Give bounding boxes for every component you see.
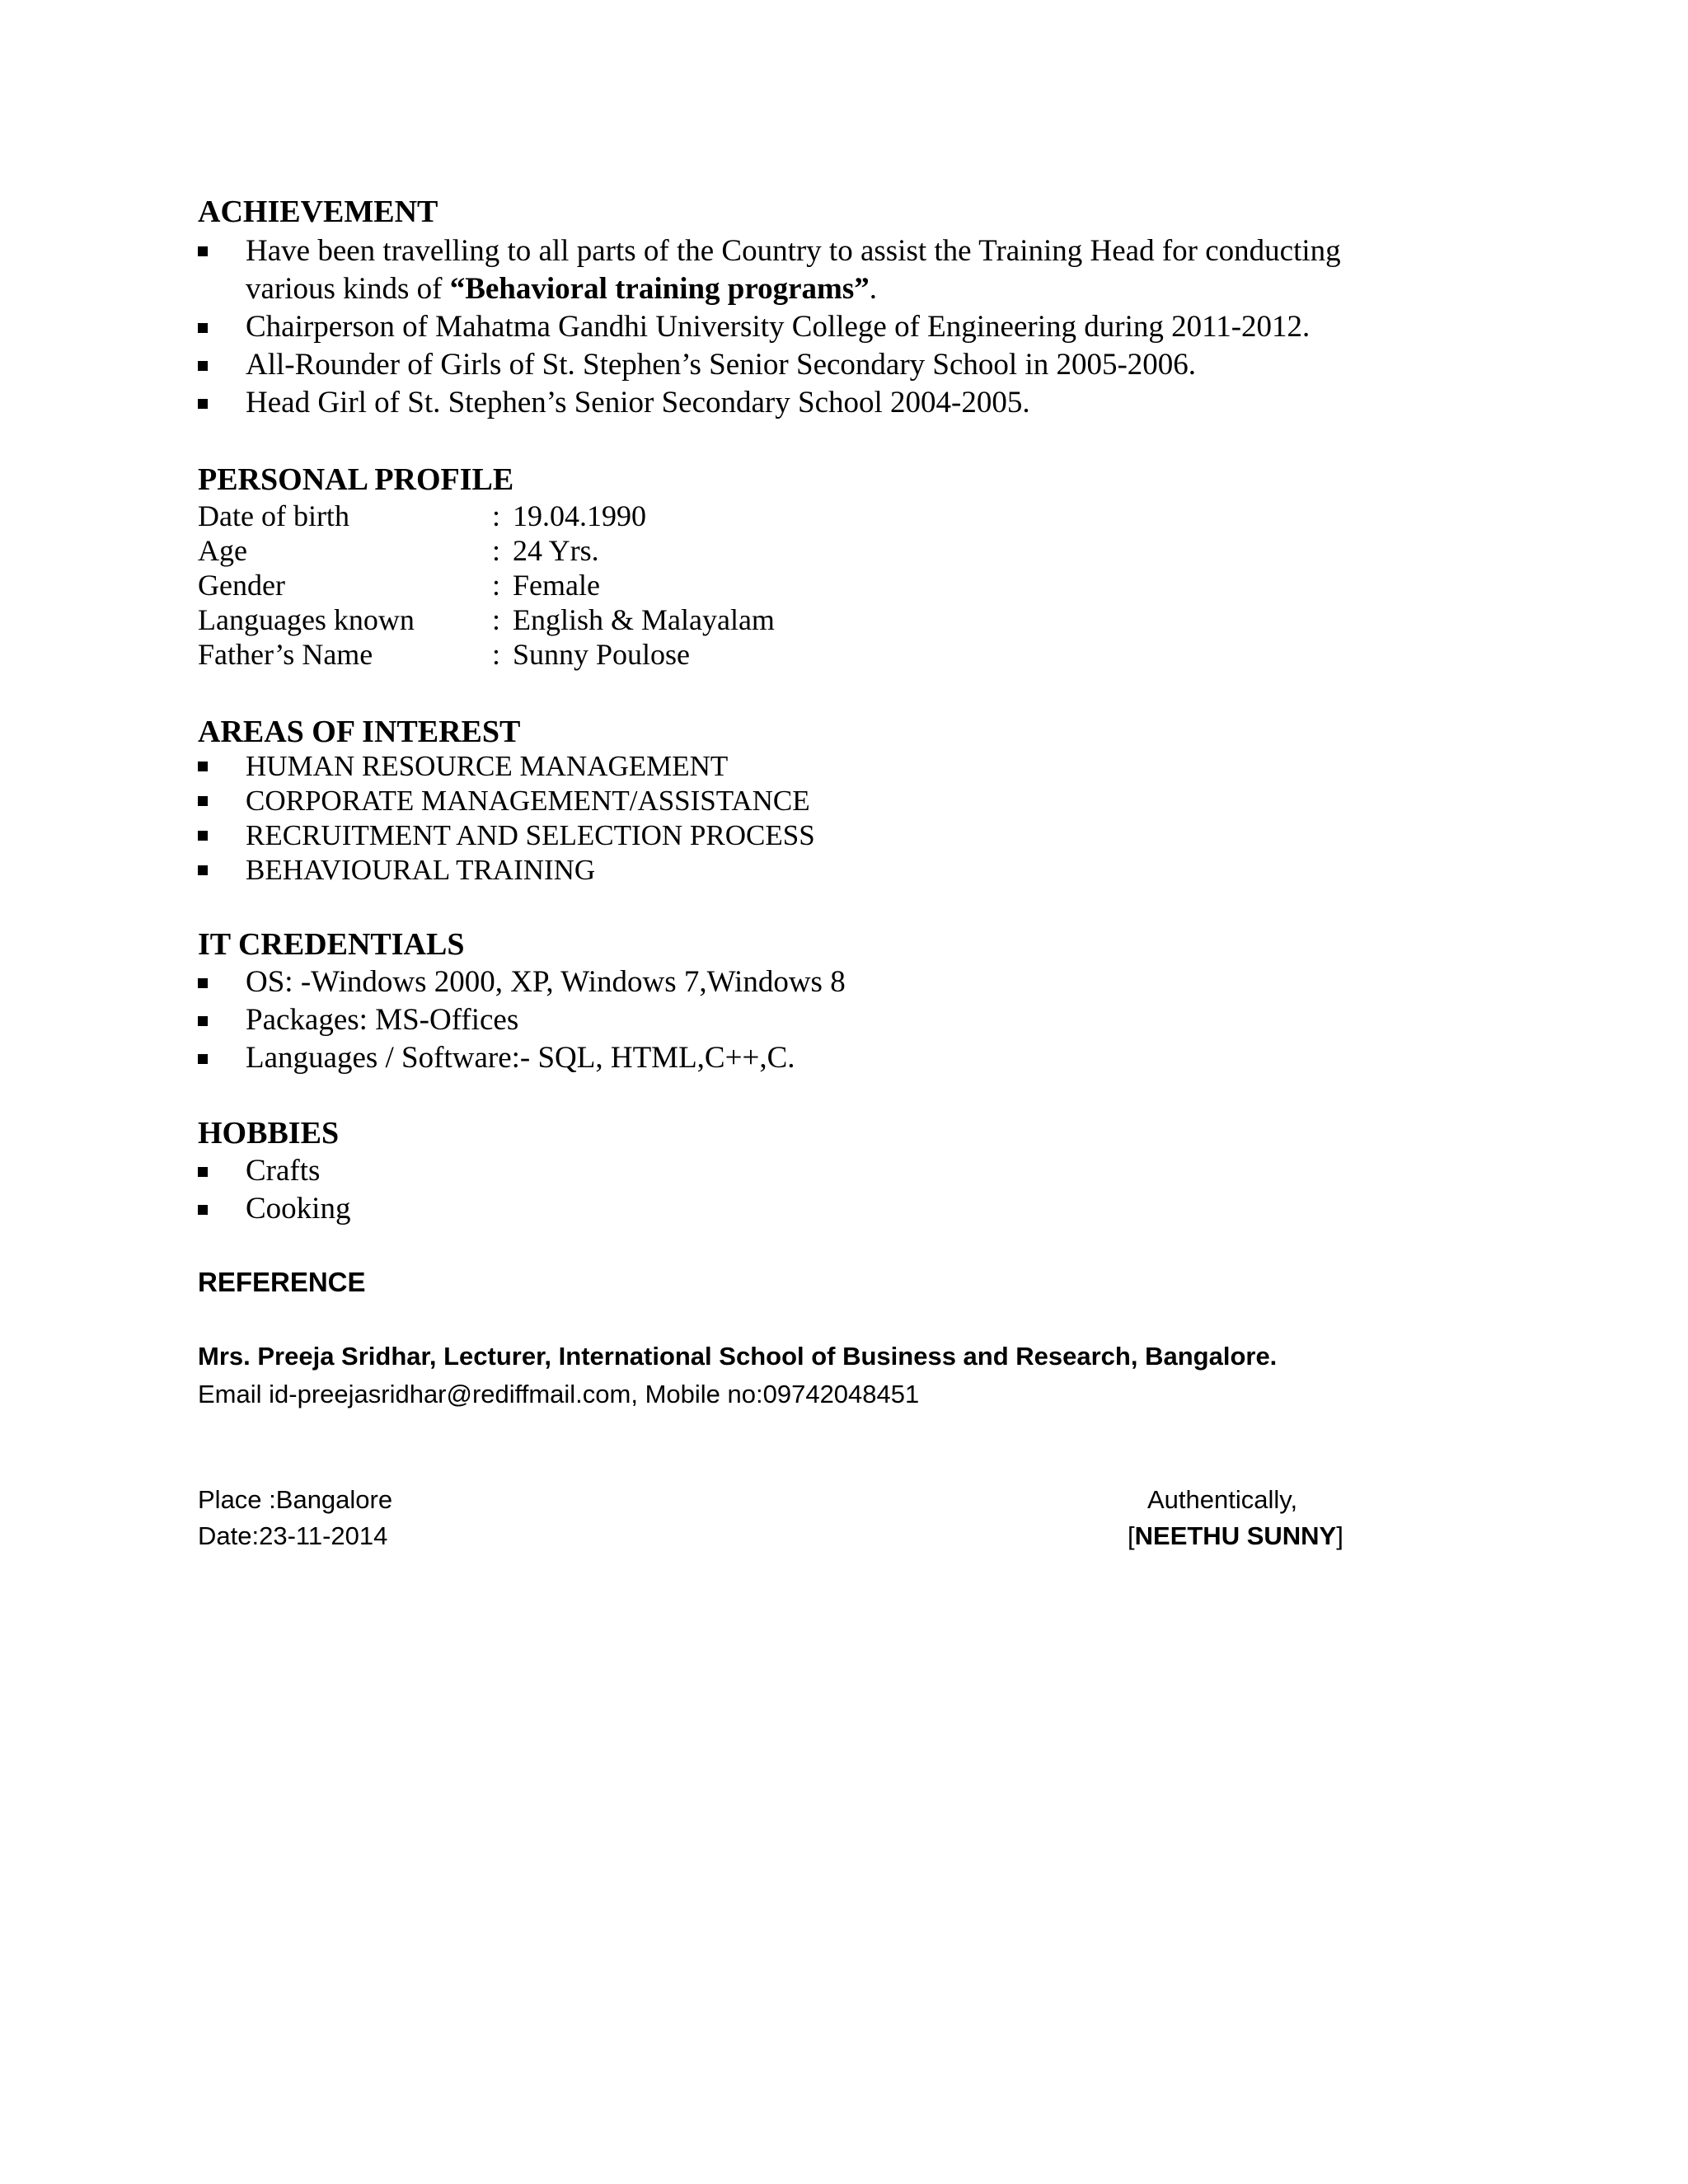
it-item-3: Languages / Software:- SQL, HTML,C++,C.: [246, 1041, 795, 1075]
profile-value-father: Sunny Poulose: [513, 638, 691, 671]
achievement-item-1-line-1: Have been travelling to all parts of the Country to assist the Training Head for conducting: [246, 234, 1341, 268]
profile-label-father: Father’s Name: [198, 638, 373, 671]
interest-item-3: RECRUITMENT AND SELECTION PROCESS: [246, 819, 815, 851]
profile-colon: :: [492, 534, 501, 567]
achievement-heading: ACHIEVEMENT: [198, 194, 438, 229]
signature-bracket-open: [: [1128, 1521, 1135, 1550]
it-item-2: Packages: MS-Offices: [246, 1003, 519, 1037]
bullet-icon: [198, 1205, 208, 1215]
areas-of-interest-heading: AREAS OF INTEREST: [198, 715, 521, 749]
profile-value-gender: Female: [513, 569, 600, 602]
profile-colon: :: [492, 603, 501, 636]
bullet-icon: [198, 831, 208, 841]
profile-label-dob: Date of birth: [198, 499, 349, 532]
profile-label-age: Age: [198, 534, 247, 567]
profile-colon: :: [492, 569, 501, 602]
bullet-icon: [198, 361, 208, 371]
hobbies-heading: HOBBIES: [198, 1116, 340, 1151]
profile-label-languages: Languages known: [198, 603, 415, 636]
place-text: Place :Bangalore: [198, 1485, 393, 1514]
bullet-icon: [198, 323, 208, 333]
bullet-icon: [198, 1054, 208, 1064]
bullet-icon: [198, 796, 208, 806]
interest-item-1: HUMAN RESOURCE MANAGEMENT: [246, 750, 729, 782]
profile-value-age: 24 Yrs.: [513, 534, 599, 567]
achievement-item-1-line-2: [246, 271, 877, 307]
hobby-item-2: Cooking: [246, 1192, 351, 1226]
signature-name: [1128, 1520, 1343, 1553]
bullet-icon: [198, 399, 208, 409]
bullet-icon: [198, 246, 208, 256]
achievement-item-1-bold: “Behavioral training programs”: [449, 272, 870, 306]
personal-profile-heading: PERSONAL PROFILE: [198, 462, 514, 497]
achievement-item-4: Head Girl of St. Stephen’s Senior Secondary School 2004-2005.: [246, 386, 1030, 419]
profile-label-gender: Gender: [198, 569, 285, 602]
achievement-item-1-suffix: .: [869, 272, 878, 306]
achievement-item-1-prefix: various kinds of: [246, 272, 450, 306]
bullet-icon: [198, 762, 208, 771]
bullet-icon: [198, 1016, 208, 1026]
interest-item-4: BEHAVIOURAL TRAINING: [246, 854, 596, 886]
signature-name-text: NEETHU SUNNY: [1134, 1521, 1337, 1550]
bullet-icon: [198, 1167, 208, 1177]
interest-item-2: CORPORATE MANAGEMENT/ASSISTANCE: [246, 785, 810, 817]
achievement-item-3: All-Rounder of Girls of St. Stephen’s Senior Secondary School in 2005-2006.: [246, 348, 1197, 382]
it-item-1: OS: -Windows 2000, XP, Windows 7,Windows 8: [246, 965, 846, 999]
closing-text: Authentically,: [1147, 1485, 1298, 1514]
signature-bracket-close: ]: [1336, 1521, 1343, 1550]
profile-colon: :: [492, 638, 501, 671]
profile-value-dob: 19.04.1990: [513, 499, 646, 532]
bullet-icon: [198, 865, 208, 875]
reference-name-line: Mrs. Preeja Sridhar, Lecturer, International School of Business and Research, Bangalore.: [198, 1342, 1278, 1371]
reference-heading: REFERENCE: [198, 1267, 366, 1297]
hobby-item-1: Crafts: [246, 1154, 321, 1188]
bullet-icon: [198, 978, 208, 988]
it-credentials-heading: IT CREDENTIALS: [198, 927, 465, 962]
reference-contact-line: Email id-preejasridhar@rediffmail.com, Mobile no:09742048451: [198, 1380, 920, 1408]
achievement-item-2: Chairperson of Mahatma Gandhi University College of Engineering during 2011-2012.: [246, 310, 1311, 344]
profile-value-languages: English & Malayalam: [513, 603, 775, 636]
profile-colon: :: [492, 499, 501, 532]
date-text: Date:23-11-2014: [198, 1521, 388, 1550]
